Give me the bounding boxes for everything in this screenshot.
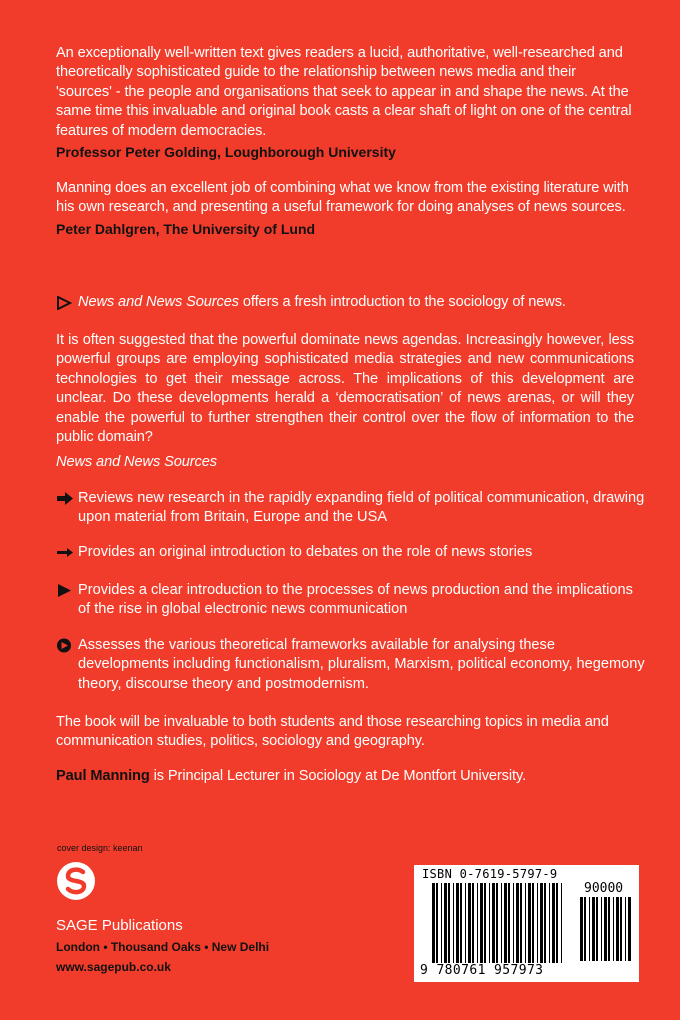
- isbn-text: ISBN 0-7619-5797-9: [422, 867, 558, 881]
- bullet-1-text: Reviews new research in the rapidly expanding field of political communication, drawing upon material from Britain, Europe and the USA: [78, 490, 645, 526]
- review-2-quote: Manning does an excellent job of combining what we know from the existing literature with his own research, and presenting a useful framework for doing analyses of news sources.: [56, 180, 629, 216]
- review-1-author: Professor Peter Golding, Loughborough University: [56, 144, 396, 161]
- intro-text: offers a fresh introduction to the sociology of news.: [238, 294, 566, 310]
- author-name: Paul Manning: [56, 768, 150, 784]
- body-paragraph: It is often suggested that the powerful dominate news agendas. Increasingly however, less powerful groups are employing sophisticated media strategies and new communications technologies to get their message across. The implications of this development are unclear. Do these developments herald a ‘democratisation’ of news arenas, or will they enable the powerful to further strengthen their control over the flow of information to the public domain?: [56, 332, 634, 446]
- ean-digits: 9 780761 957973: [420, 963, 544, 978]
- publisher-cities: London • Thousand Oaks • New Delhi: [56, 940, 270, 954]
- bullet-2-text: Provides an original introduction to debates on the role of news stories: [78, 544, 533, 560]
- bullet-1: [56, 489, 646, 528]
- cover-design-credit: cover design: keenan: [57, 843, 143, 853]
- bullet-4: [56, 636, 646, 694]
- author-bio-text: is Principal Lecturer in Sociology at De Montfort University.: [149, 768, 527, 784]
- review-2-author: Peter Dahlgren, The University of Lund: [56, 220, 316, 237]
- author-bio: [56, 767, 634, 786]
- circle-play-icon: [56, 638, 74, 653]
- publisher-url: www.sagepub.co.uk: [56, 960, 171, 974]
- review-2: [56, 179, 634, 239]
- triangle-icon: [56, 583, 74, 598]
- intro-line: [56, 293, 634, 312]
- list-heading: News and News Sources: [56, 454, 217, 470]
- outline-triangle-icon: [56, 296, 72, 310]
- barcode-panel: [414, 865, 639, 982]
- review-1-quote: An exceptionally well-written text gives readers a lucid, authoritative, well-researched and theoretically sophisticated guide to the relationship between news media and their 'sources' - the people and organisations that seek to appear in and shape the news. At the same time this invaluable and original book casts a clear shaft of light on one of the central features of modern democracies.: [56, 45, 632, 139]
- barcode-addon-text: 90000: [584, 881, 624, 896]
- closing-paragraph: The book will be invaluable to both students and those researching topics in media and communication studies, politics, sociology and geography.: [56, 714, 609, 750]
- publisher-name: SAGE Publications: [56, 917, 183, 934]
- bullet-3-text: Provides a clear introduction to the processes of news production and the implications of the rise in global electronic news communication: [78, 582, 633, 618]
- bullet-4-text: Assesses the various theoretical frameworks available for analysing these developments including functionalism, pluralism, Marxism, political economy, hegemony theory, discourse theory and postmodernism.: [78, 637, 645, 692]
- bold-arrow-icon: [56, 491, 74, 506]
- review-1: [56, 44, 634, 162]
- sage-logo-icon: [56, 861, 96, 901]
- intro-title: News and News Sources: [78, 294, 239, 310]
- bullet-3: [56, 581, 646, 620]
- bullet-2: [56, 543, 646, 562]
- thin-arrow-icon: [56, 545, 74, 560]
